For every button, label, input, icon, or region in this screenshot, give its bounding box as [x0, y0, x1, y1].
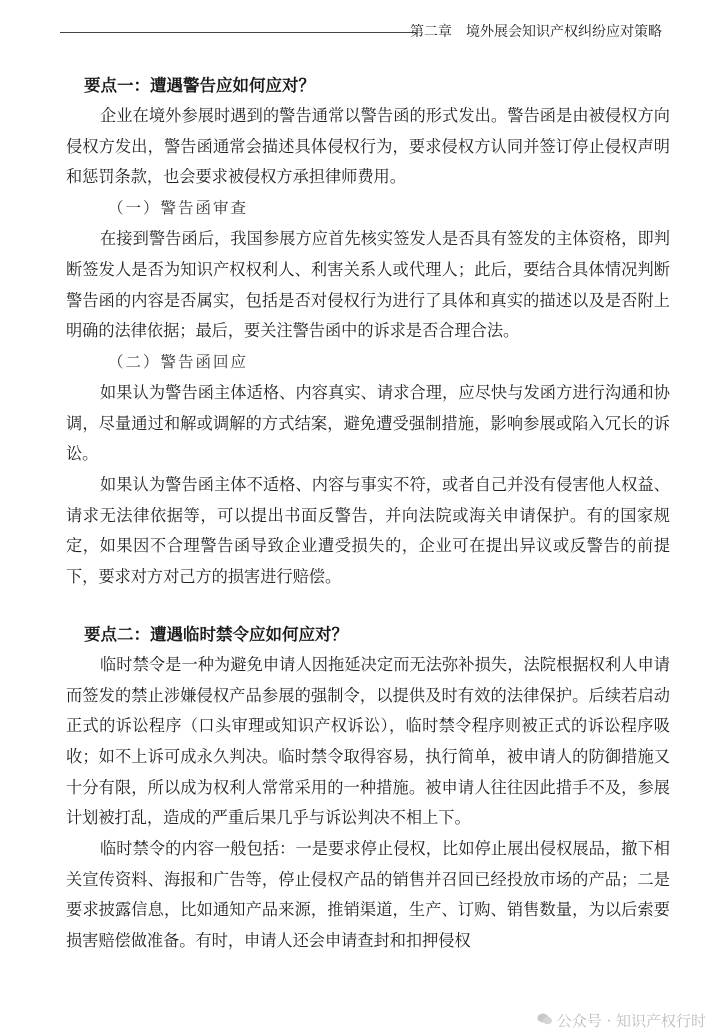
page-header [60, 22, 662, 42]
section1-intro: 企业在境外参展时遇到的警告通常以警告函的形式发出。警告函是由被侵权方向侵权方发出，警告函通常会描述具体侵权行为，要求侵权方认同并签订停止侵权声明和惩罚条款，也会要求被侵权方承担律师费用。 [66, 106, 670, 187]
section2-text1: 临时禁令是一种为避免申请人因拖延决定而无法弥补损失，法院根据权利人申请而签发的禁止涉嫌侵权产品参展的强制令，以提供及时有效的法律保护。后续若启动正式的诉讼程序（口头审理或知识产权诉讼），临时禁令程序则被正式的诉讼程序吸收；如不上诉可成永久判决。临时禁令取得容易，执行简单，被申请人的防御措施又十分有限，所以成为权利人常常采用的一种措施。被申请人往往因此措手不及，参展计划被打乱，造成的严重后果几乎与诉讼判决不相上下。 [66, 654, 670, 828]
section1-heading: 要点一：遭遇警告应如何应对？ [84, 76, 315, 95]
subsection2-heading: （二）警告函回应 [108, 352, 249, 371]
subsection1-heading: （一）警告函审查 [108, 199, 249, 218]
subsection2-text1: 如果认为警告函主体适格、内容真实、请求合理，应尽快与发函方进行沟通和协调，尽量通过和解或调解的方式结案，避免遭受强制措施，影响参展或陷入冗长的诉讼。 [66, 382, 670, 464]
header-rule [60, 32, 416, 33]
watermark [537, 1010, 706, 1031]
watermark-text: 公众号 · 知识产权行时 [556, 1012, 706, 1030]
wechat-icon [537, 1012, 553, 1030]
section2-text2: 临时禁令的内容一般包括：一是要求停止侵权，比如停止展出侵权展品，撤下相关宣传资料、海报和广告等，停止侵权产品的销售并召回已经投放市场的产品；二是要求披露信息，比如通知产品来源，推销渠道，生产、订购、销售数量，为以后索要损害赔偿做准备。有时，申请人还会申请查封和扣押侵权 [66, 839, 670, 951]
document-body [66, 70, 670, 957]
section-spacer [66, 593, 670, 619]
section2-heading: 要点二：遭遇临时禁令应如何应对？ [84, 624, 348, 644]
subsection2-text2: 如果认为警告函主体不适格、内容与事实不符，或者自己并没有侵害他人权益、请求无法律依据等，可以提出书面反警告，并向法院或海关申请保护。有的国家规定，如果因不合理警告函导致企业遭受损失的，企业可在提出异议或反警告的前提下，要求对方对己方的损害进行赔偿。 [66, 475, 670, 587]
chapter-title: 第二章 境外展会知识产权纠纷应对策略 [410, 24, 662, 40]
subsection1-text: 在接到警告函后，我国参展方应首先核实签发人是否具有签发的主体资格，即判断签发人是否为知识产权权利人、利害关系人或代理人；此后，要结合具体情况判断警告函的内容是否属实，包括是否对侵权行为进行了具体和真实的描述以及是否附上明确的法律依据；最后，要关注警告函中的诉求是否合理合法。 [66, 229, 670, 341]
